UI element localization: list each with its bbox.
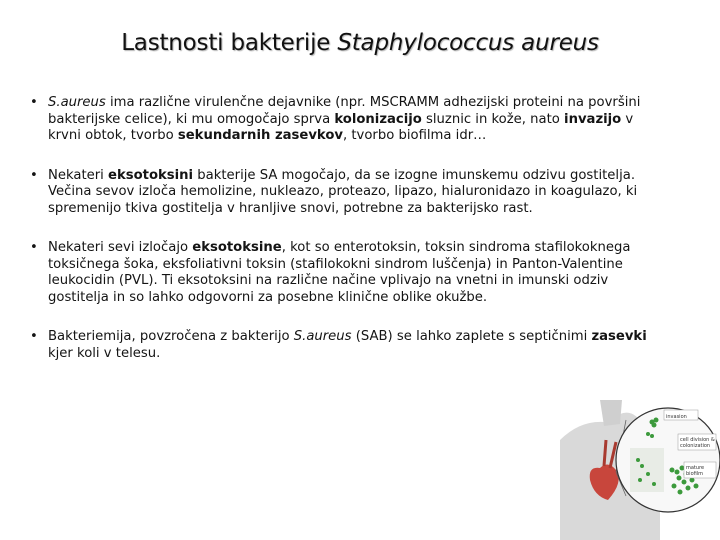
text-run: Nekateri — [48, 167, 109, 183]
text-run: v krvni obtok, tvorbo — [48, 111, 634, 143]
bullet-text-1 — [48, 95, 670, 145]
text-run: ima različne virulenčne dejavnike (npr. MSCRAMM adhezijski proteini na površini bakterijske celice), ki mu omogočajo sprva — [48, 95, 641, 127]
bullet-text-3 — [48, 240, 670, 306]
illustration-svg — [560, 400, 720, 540]
italic-term: S.aureus — [48, 95, 106, 110]
bullet-text-4 — [48, 329, 670, 362]
bullet-list — [30, 95, 670, 362]
bold-term: zasevki — [591, 329, 647, 344]
text-run: Bakteriemija, povzročena z bakterijo — [48, 329, 294, 344]
text-run: (SAB) se lahko zaplete s septičnimi — [351, 329, 592, 344]
label-colonization: colonization — [680, 443, 711, 449]
bullet-item-1 — [30, 95, 670, 145]
bullet-dot: • — [30, 95, 38, 110]
bold-term: invazijo — [564, 111, 622, 127]
page-title — [0, 30, 720, 56]
text-run: kjer koli v telesu. — [48, 345, 161, 361]
label-mature: mature — [686, 465, 705, 471]
bullet-item-3 — [30, 240, 670, 306]
bullet-item-2 — [30, 168, 670, 218]
label-invasion: invasion — [666, 414, 687, 420]
bold-term: kolonizacijo — [334, 111, 422, 127]
italic-term: S.aureus — [293, 329, 352, 344]
infection-illustration — [560, 400, 720, 540]
title-italic: Staphylococcus aureus — [337, 30, 599, 56]
label-biofilm: biofilm — [686, 471, 704, 477]
bullet-text-2 — [48, 168, 670, 218]
bullet-dot: • — [30, 329, 38, 344]
title-prefix: Lastnosti bakterije — [121, 30, 338, 56]
text-run: , kot so enterotoksin, toksin sindroma stafilokoknega toksičnega šoka, eksfoliativni toksin (stafilokokni sindrom luščenja) in Panton-Valentine leukocidin (PVL). Ti eksotoksini na različne načine vplivajo na vnetni in imunski odziv gostitelja in so lahko odgovorni za posebne klinične oblike okužbe. — [48, 240, 631, 305]
text-run: Nekateri sevi izločajo — [48, 240, 193, 255]
bold-term: sekundarnih zasevkov — [177, 128, 343, 143]
vessel-wall — [630, 448, 664, 492]
text-run: bakterije SA mogočajo, da se izogne imunskemu odzivu gostitelja. Večina sevov izloča hemolizine, nukleazo, proteazo, lipazo, hialuronidazo in koagulazo, ki spremenijo tkiva gostitelja v hranljive snovi, potrebne za bakterijsko rast. — [48, 167, 638, 216]
text-run: sluznic in kože, nato — [421, 111, 565, 127]
bullet-dot: • — [30, 240, 38, 255]
bullet-dot: • — [30, 167, 38, 183]
text-run: , tvorbo biofilma idr… — [342, 128, 487, 143]
label-cell-division: cell division & — [680, 437, 715, 443]
bold-term: eksotoksine — [192, 240, 282, 255]
bullet-item-4 — [30, 329, 670, 362]
bold-term: eksotoksini — [108, 167, 194, 183]
